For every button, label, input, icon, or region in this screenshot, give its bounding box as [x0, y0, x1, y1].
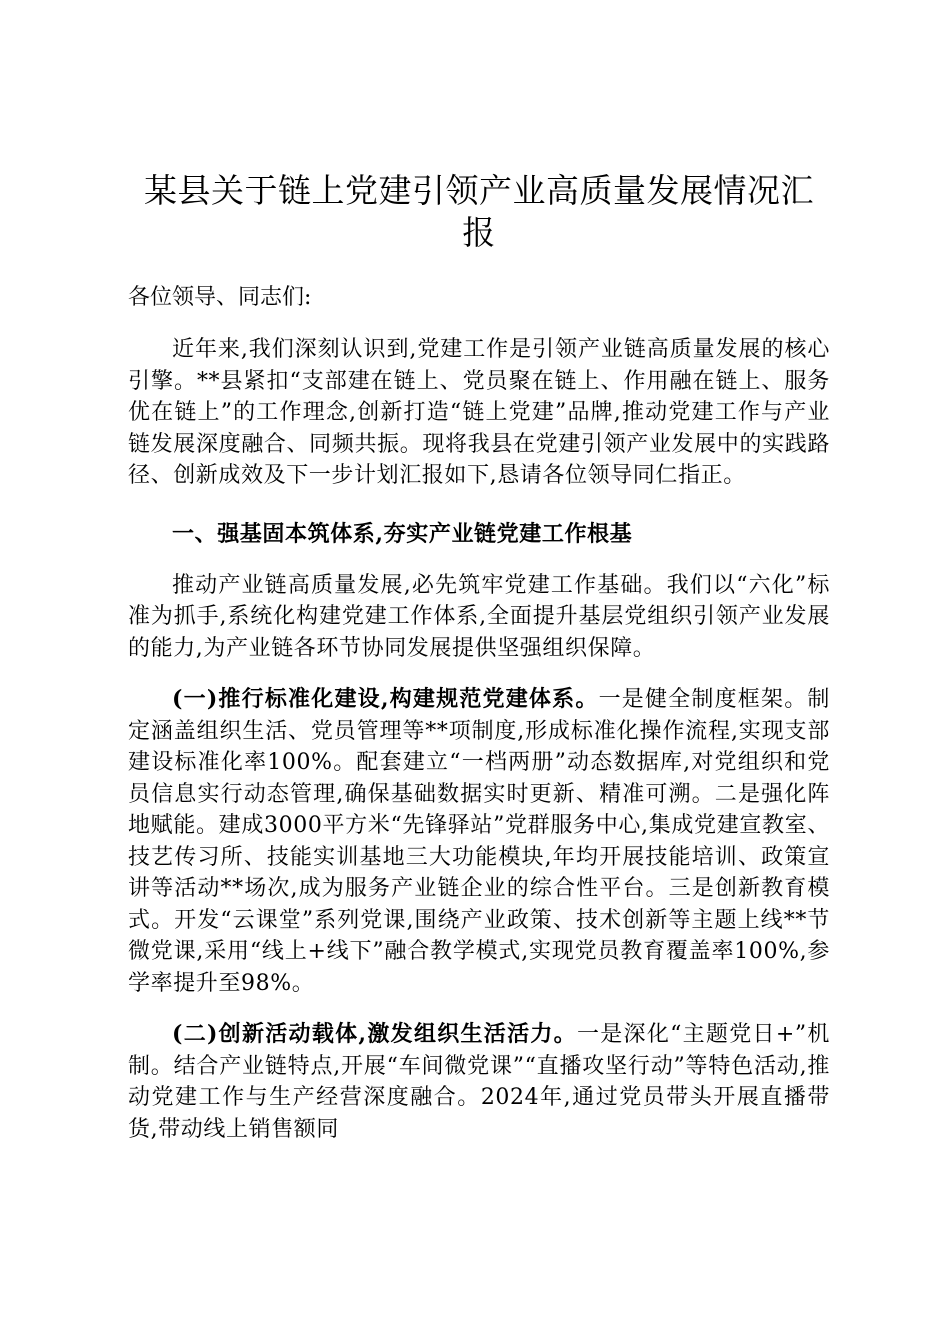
section-heading-1: 一、强基固本筑体系,夯实产业链党建工作根基	[172, 520, 633, 547]
subsection-2-paragraph	[128, 1019, 830, 1145]
subsection-1-heading: (一)推行标准化建设,构建规范党建体系。	[172, 686, 599, 712]
intro-paragraph: 近年来,我们深刻认识到,党建工作是引领产业链高质量发展的核心引擎。**县紧扣“支部建在链上、党员聚在链上、作用融在链上、服务优在链上”的工作理念,创新打造“链上党建”品牌,推动党建工作与产业链发展深度融合、同频共振。现将我县在党建引领产业发展中的实践路径、创新成效及下一步计划汇报如下,恳请各位领导同仁指正。	[128, 337, 830, 488]
salutation: 各位领导、同志们:	[128, 285, 312, 310]
document-page	[128, 0, 830, 1145]
subsection-1-text: 一是健全制度框架。制定涵盖组织生活、党员管理等**项制度,形成标准化操作流程,实现支部建设标准化率100%。配套建立“一档两册”动态数据库,对党组织和党员信息实行动态管理,确保基础数据实时更新、精准可溯。二是强化阵地赋能。建成3000平方米“先锋驿站”党群服务中心,集成党建宣教室、技艺传习所、技能实训基地三大功能模块,年均开展技能培训、政策宣讲等活动**场次,成为服务产业链企业的综合性平台。三是创新教育模式。开发“云课堂”系列党课,围绕产业政策、技术创新等主题上线**节微党课,采用“线上+线下”融合教学模式,实现党员教育覆盖率100%,参学率提升至98%。	[128, 687, 830, 996]
document-title: 某县关于链上党建引领产业高质量发展情况汇报	[144, 171, 814, 252]
subsection-2-heading: (二)创新活动载体,激发组织生活活力。	[172, 1021, 577, 1047]
section-1-intro-paragraph: 推动产业链高质量发展,必先筑牢党建工作基础。我们以“六化”标准为抓手,系统化构建党建工作体系,全面提升基层党组织引领产业发展的能力,为产业链各环节协同发展提供坚强组织保障。	[128, 572, 830, 661]
subsection-2-text: 一是深化“主题党日+”机制。结合产业链特点,开展“车间微党课”“直播攻坚行动”等特色活动,推动党建工作与生产经营深度融合。2024年,通过党员带头开展直播带货,带动线上销售额同	[128, 1022, 830, 1142]
subsection-1-paragraph	[128, 684, 830, 999]
